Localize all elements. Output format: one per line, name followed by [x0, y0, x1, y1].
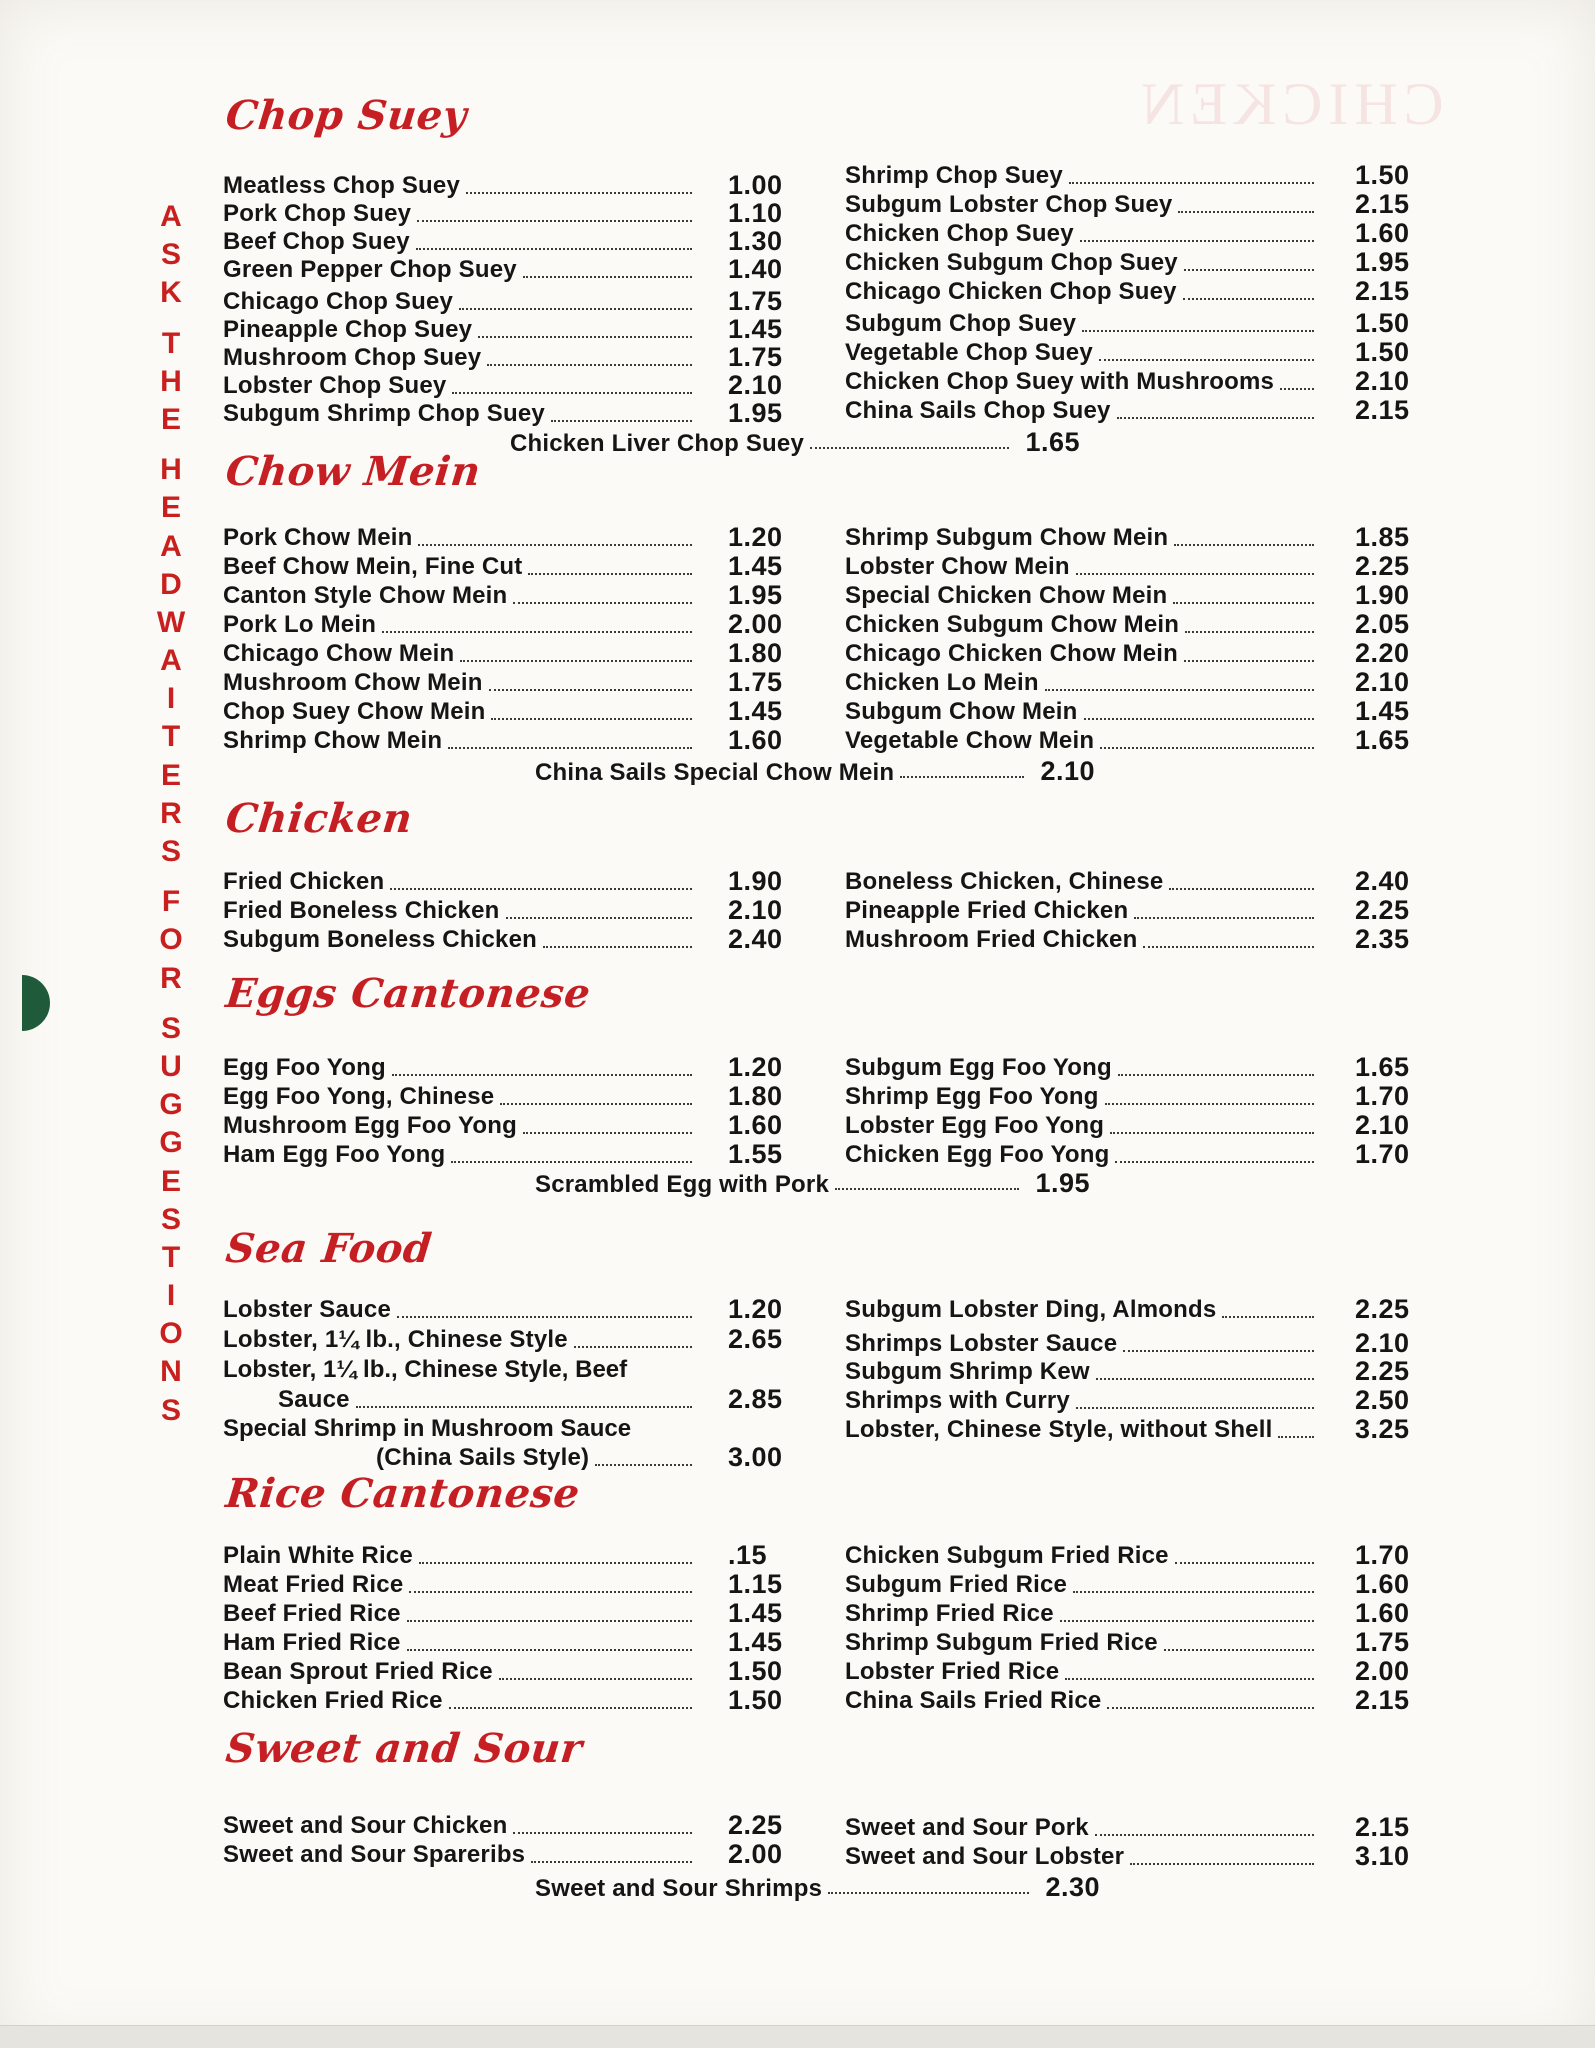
menu-item: Mushroom Chop Suey 1.75: [223, 342, 783, 372]
slogan-letter: A: [160, 644, 182, 678]
slogan-letter: R: [160, 961, 182, 995]
slogan-letter: S: [160, 835, 181, 868]
menu-item: China Sails Fried Rice 2.15: [845, 1685, 1410, 1715]
menu-item: Shrimps with Curry 2.50: [845, 1385, 1410, 1415]
page-bottom-edge: [0, 2025, 1595, 2048]
menu-item: Sweet and Sour Chicken 2.25: [223, 1810, 783, 1840]
menu-item: Boneless Chicken, Chinese 2.40: [845, 866, 1410, 896]
menu-item: Egg Foo Yong 1.20: [223, 1052, 783, 1082]
menu-item: Sauce 2.85: [278, 1384, 783, 1414]
slogan-letter: G: [159, 1088, 183, 1122]
menu-item: (China Sails Style) 3.00: [376, 1442, 783, 1472]
slogan-letter: R: [160, 796, 182, 830]
section-title-chow-mein: Chow Mein: [223, 448, 483, 495]
menu-item: Green Pepper Chop Suey 1.40: [223, 254, 783, 284]
menu-item: Beef Chow Mein, Fine Cut 1.45: [223, 551, 783, 581]
menu-item-center: Scrambled Egg with Pork 1.95: [535, 1168, 1090, 1198]
menu-item: Chicken Chop Suey 1.60: [845, 218, 1410, 248]
menu-item-center: Sweet and Sour Shrimps 2.30: [535, 1872, 1100, 1902]
slogan-letter: F: [161, 885, 181, 919]
menu-item-center: Chicken Liver Chop Suey 1.65: [510, 427, 1080, 457]
slogan-letter: E: [160, 491, 181, 525]
slogan-letter: E: [160, 1164, 181, 1198]
menu-item: Subgum Chow Mein 1.45: [845, 696, 1410, 726]
slogan-letter: G: [159, 1126, 183, 1160]
menu-item: Pork Chow Mein 1.20: [223, 522, 783, 552]
slogan-letter: S: [160, 1393, 181, 1427]
section-title-chicken: Chicken: [223, 795, 415, 842]
slogan-letter: U: [160, 1049, 182, 1083]
menu-item: Sweet and Sour Lobster 3.10: [845, 1841, 1410, 1871]
section-title-sweet-and-sour: Sweet and Sour: [223, 1725, 585, 1772]
slogan-letter: A: [160, 529, 182, 563]
menu-item: Shrimp Chop Suey 1.50: [845, 160, 1410, 190]
menu-item: Bean Sprout Fried Rice 1.50: [223, 1656, 783, 1686]
menu-item: Lobster Chop Suey 2.10: [223, 370, 783, 400]
menu-item: Subgum Lobster Chop Suey 2.15: [845, 189, 1410, 219]
menu-item: Plain White Rice .15: [223, 1540, 768, 1570]
menu-item: Meat Fried Rice 1.15: [223, 1569, 783, 1599]
menu-item: Sweet and Sour Spareribs 2.00: [223, 1839, 783, 1869]
slogan-letter: T: [161, 326, 181, 360]
slogan-letter: E: [160, 402, 181, 436]
menu-item: Lobster Chow Mein 2.25: [845, 551, 1410, 581]
menu-item-center: China Sails Special Chow Mein 2.10: [535, 756, 1095, 786]
menu-item: Chicken Subgum Chop Suey 1.95: [845, 247, 1410, 277]
menu-item: Subgum Shrimp Chop Suey 1.95: [223, 398, 783, 428]
menu-item: Sweet and Sour Pork 2.15: [845, 1812, 1410, 1842]
menu-item: Subgum Chop Suey 1.50: [845, 308, 1410, 338]
slogan-letter: H: [160, 364, 182, 398]
slogan-letter: T: [161, 1240, 181, 1274]
menu-item: Egg Foo Yong, Chinese 1.80: [223, 1081, 783, 1111]
menu-item: Fried Boneless Chicken 2.10: [223, 895, 783, 925]
slogan-letter: S: [160, 238, 181, 272]
menu-item: Ham Fried Rice 1.45: [223, 1627, 783, 1657]
menu-item: Special Chicken Chow Mein 1.90: [845, 580, 1410, 610]
menu-item: Shrimps Lobster Sauce 2.10: [845, 1328, 1410, 1358]
slogan-letter: A: [160, 200, 182, 233]
menu-item: Subgum Fried Rice 1.60: [845, 1569, 1410, 1599]
slogan-letter: N: [160, 1355, 182, 1389]
menu-item: China Sails Chop Suey 2.15: [845, 395, 1410, 425]
slogan-letter: H: [160, 453, 182, 487]
menu-item: Pineapple Fried Chicken 2.25: [845, 895, 1410, 925]
menu-item: Shrimp Subgum Fried Rice 1.75: [845, 1627, 1410, 1657]
menu-item-line: Special Shrimp in Mushroom Sauce: [223, 1415, 632, 1442]
slogan-letter: I: [166, 682, 176, 716]
slogan-letter: O: [159, 1317, 183, 1351]
slogan-letter: T: [161, 720, 181, 754]
menu-item: Ham Egg Foo Yong 1.55: [223, 1139, 783, 1169]
menu-item: Chicago Chicken Chow Mein 2.20: [845, 638, 1410, 668]
menu-item: Chicken Subgum Chow Mein 2.05: [845, 609, 1410, 639]
menu-item: Mushroom Fried Chicken 2.35: [845, 924, 1410, 954]
menu-item: Pork Chop Suey 1.10: [223, 198, 783, 228]
menu-item: Chop Suey Chow Mein 1.45: [223, 696, 783, 726]
menu-item: Shrimp Fried Rice 1.60: [845, 1598, 1410, 1628]
menu-item: Shrimp Egg Foo Yong 1.70: [845, 1081, 1410, 1111]
section-title-eggs-cantonese: Eggs Cantonese: [223, 970, 593, 1017]
vertical-slogan: [156, 198, 186, 1430]
slogan-letter: O: [159, 923, 183, 957]
menu-item: Pork Lo Mein 2.00: [223, 609, 783, 639]
menu-item: Chicago Chop Suey 1.75: [223, 286, 783, 316]
menu-item: Mushroom Egg Foo Yong 1.60: [223, 1110, 783, 1140]
section-title-chop-suey: Chop Suey: [223, 92, 470, 139]
menu-item: Lobster, Chinese Style, without Shell 3.25: [845, 1414, 1410, 1444]
menu-item: Beef Chop Suey 1.30: [223, 226, 783, 256]
menu-item: Chicago Chow Mein 1.80: [223, 638, 783, 668]
slogan-letter: W: [156, 605, 186, 639]
menu-item: Subgum Egg Foo Yong 1.65: [845, 1052, 1410, 1082]
menu-item: Lobster Fried Rice 2.00: [845, 1656, 1410, 1686]
section-title-sea-food: Sea Food: [223, 1225, 435, 1272]
menu-item: Vegetable Chow Mein 1.65: [845, 725, 1410, 755]
bleed-through-text: CHICKEN: [1135, 71, 1444, 137]
menu-item: Chicken Subgum Fried Rice 1.70: [845, 1540, 1410, 1570]
menu-item: Beef Fried Rice 1.45: [223, 1598, 783, 1628]
menu-item: Mushroom Chow Mein 1.75: [223, 667, 783, 697]
menu-item: Shrimp Chow Mein 1.60: [223, 725, 783, 755]
menu-item: Chicago Chicken Chop Suey 2.15: [845, 276, 1410, 306]
slogan-letter: S: [160, 1202, 181, 1236]
slogan-letter: E: [160, 758, 181, 792]
green-paper-mark: [22, 975, 50, 1031]
menu-item: Lobster Sauce 1.20: [223, 1294, 783, 1324]
menu-item: Chicken Chop Suey with Mushrooms 2.10: [845, 366, 1410, 396]
menu-item: Meatless Chop Suey 1.00: [223, 170, 783, 200]
menu-item: Lobster, 1¼ lb., Chinese Style 2.65: [223, 1324, 783, 1354]
menu-item: Subgum Shrimp Kew 2.25: [845, 1356, 1410, 1386]
slogan-letter: D: [160, 567, 182, 601]
menu-item: Chicken Lo Mein 2.10: [845, 667, 1410, 697]
menu-item: Chicken Egg Foo Yong 1.70: [845, 1139, 1410, 1169]
section-title-rice-cantonese: Rice Cantonese: [223, 1470, 583, 1517]
slogan-letter: I: [166, 1279, 176, 1313]
menu-item-line: Lobster, 1¼ lb., Chinese Style, Beef: [223, 1356, 628, 1383]
menu-item: Chicken Fried Rice 1.50: [223, 1685, 783, 1715]
menu-item: Shrimp Subgum Chow Mein 1.85: [845, 522, 1410, 552]
menu-item: Vegetable Chop Suey 1.50: [845, 337, 1410, 367]
menu-item: Pineapple Chop Suey 1.45: [223, 314, 783, 344]
menu-item: Fried Chicken 1.90: [223, 866, 783, 896]
menu-item: Lobster Egg Foo Yong 2.10: [845, 1110, 1410, 1140]
slogan-letter: S: [160, 1011, 181, 1045]
menu-item: Subgum Lobster Ding, Almonds 2.25: [845, 1294, 1410, 1324]
slogan-letter: K: [160, 276, 182, 310]
menu-item: Subgum Boneless Chicken 2.40: [223, 924, 783, 954]
menu-item: Canton Style Chow Mein 1.95: [223, 580, 783, 610]
